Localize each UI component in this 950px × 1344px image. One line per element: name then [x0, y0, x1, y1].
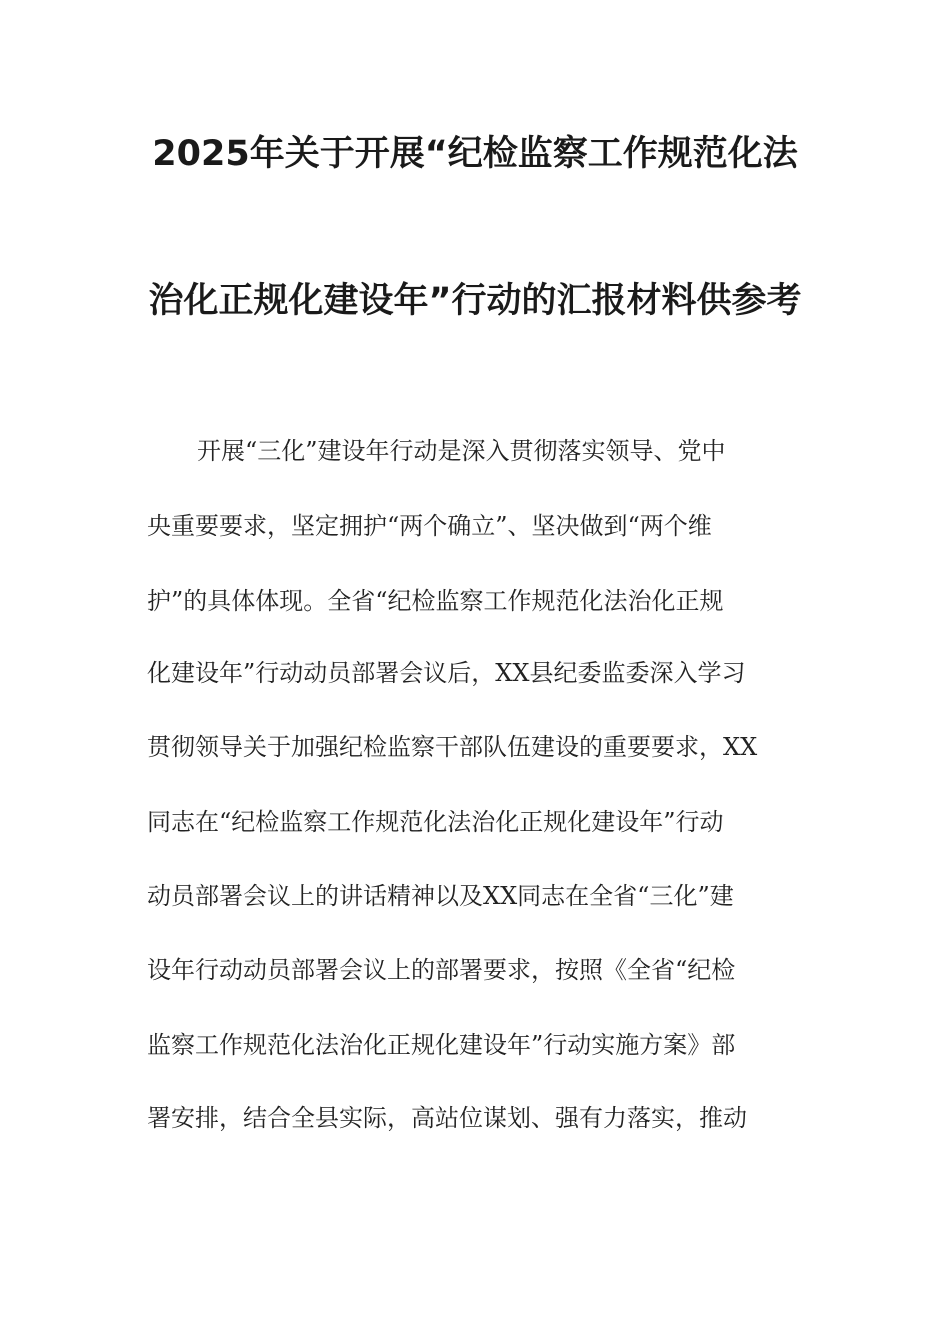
body-line-4: 化建设年”行动动员部署会议后，XX县纪委监委深入学习: [147, 659, 746, 687]
body-line-3: 护”的具体体现。全省“纪检监察工作规范化法治化正规: [147, 587, 724, 615]
document-title-line-1: 2025年关于开展“纪检监察工作规范化法: [152, 134, 798, 174]
body-line-1: 开展“三化”建设年行动是深入贯彻落实领导、党中: [197, 437, 726, 465]
body-line-7: 动员部署会议上的讲话精神以及XX同志在全省“三化”建: [147, 882, 734, 910]
body-line-8: 设年行动动员部署会议上的部署要求，按照《全省“纪检: [147, 956, 736, 984]
body-line-6: 同志在“纪检监察工作规范化法治化正规化建设年”行动: [147, 808, 724, 836]
body-line-5: 贯彻领导关于加强纪检监察干部队伍建设的重要要求，XX: [147, 733, 758, 761]
body-line-10: 署安排，结合全县实际，高站位谋划、强有力落实，推动: [147, 1104, 747, 1132]
body-line-9: 监察工作规范化法治化正规化建设年”行动实施方案》部: [147, 1031, 736, 1059]
document-title-line-2: 治化正规化建设年”行动的汇报材料供参考: [148, 281, 802, 321]
body-line-2: 央重要要求，坚定拥护“两个确立”、坚决做到“两个维: [147, 512, 712, 540]
